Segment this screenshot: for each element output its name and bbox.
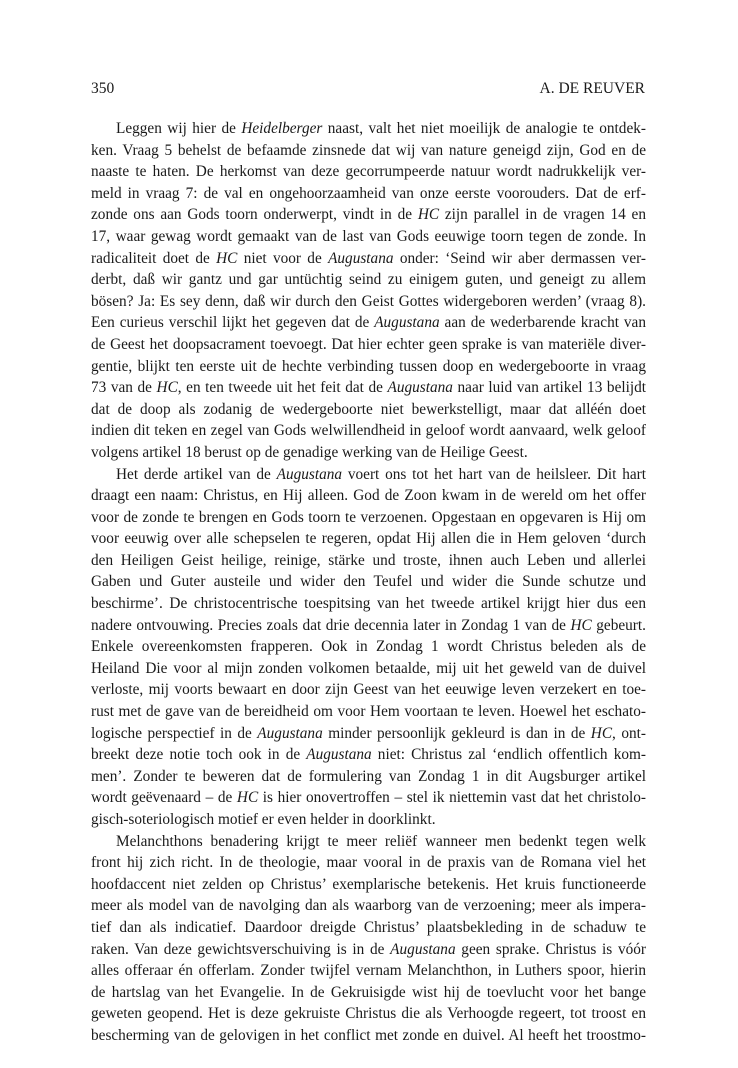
text-line: 17, waar gewag wordt gemaakt van de last van Gods eeuwige toorn tegen de zonde. In (91, 227, 646, 245)
text-line: front hij zich richt. In de theologie, maar vooral in de praxis van de Romana viel het (91, 854, 646, 872)
text-line: wordt geëvenaard – de HC is hier onovertroffen – stel ik niettemin vast dat het christolo- (91, 789, 646, 807)
text-line: breekt deze notie toch ook in de Augustana niet: Christus zal ‘endlich offentlich kom- (91, 746, 646, 764)
text-line: ken. Vraag 5 behelst de befaamde zinsnede dat wij van nature geneigd zijn, God en de (91, 141, 646, 159)
text-line: Enkele overeenkomsten frapperen. Ook in Zondag 1 wordt Christus beleden als de (91, 638, 646, 656)
text-line: de Geest het doopsacrament toevoegt. Dat hier echter geen sprake is van materiële diver- (91, 335, 646, 353)
text-line: 73 van de HC, en ten tweede uit het feit dat de Augustana naar luid van artikel 13 belijdt (91, 379, 647, 397)
text-line: verloste, mij voorts bewaart en door zijn Geest van het eeuwige leven verzekert en toe- (91, 681, 646, 699)
text-line: de hartslag van het Evangelie. In de Gekruisigde wist hij de toevlucht voor het bange (91, 983, 646, 1001)
paragraph-2 (91, 464, 646, 831)
text-line: bescherming van de gelovigen in het conflict met zonde en duivel. Al heeft het troostmo- (91, 1026, 646, 1044)
text-line: Melanchthons benadering krijgt te meer reliëf wanneer men bedenkt tegen welk (116, 832, 646, 850)
page-number: 350 (91, 80, 115, 97)
text-line: zonde ons aan Gods toorn onderwerpt, vindt in de HC zijn parallel in de vragen 14 en (91, 206, 646, 224)
text-line: raken. Van deze gewichtsverschuiving is in de Augustana geen sprake. Christus is vóór (91, 940, 646, 958)
running-header (91, 80, 645, 98)
text-line: Leggen wij hier de Heidelberger naast, valt het niet moeilijk de analogie te ontdek- (116, 120, 646, 137)
text-line: meld in vraag 7: de val en ongehoorzaamheid van onze eerste voorouders. Dat de erf- (91, 184, 646, 202)
text-line: gentie, blijkt ten eerste uit de hechte verbinding tussen doop en wedergeboorte in vraag (91, 357, 646, 375)
text-line: Heiland Die voor al mijn zonden volkomen betaalde, mij uit het geweld van de duivel (91, 659, 646, 677)
text-line: alles offeraar én offerlam. Zonder twijfel vernam Melanchthon, in Luthers spoor, hierin (91, 962, 646, 980)
text-line: draagt een naam: Christus, en Hij alleen. God de Zoon kwam in de wereld om het offer (91, 487, 646, 505)
body-text (91, 118, 646, 1047)
text-line: indien dit teken en zegel van Gods welwillendheid in geloof wordt aanvaard, welk geloof (91, 422, 646, 440)
paragraph-3 (91, 831, 646, 1047)
text-line: men’. Zonder te beweren dat de formulering van Zondag 1 in dit Augsburger artikel (91, 767, 646, 785)
text-line: rust met de gave van de bereidheid om voor Hem voortaan te leven. Hoewel het eschato- (91, 703, 646, 721)
text-line: gisch-soteriologisch motief er even helder in doorklinkt. (91, 811, 436, 828)
text-line: bösen? Ja: Es sey denn, daß wir durch den Geist Gottes widergeboren werden’ (vraag 8). (91, 292, 646, 310)
text-line: beschirme’. De christocentrische toespitsing van het tweede artikel krijgt hier dus een (91, 595, 646, 613)
running-head-author: A. DE REUVER (539, 80, 645, 97)
text-line: geweten geopend. Het is deze gekruiste Christus die als Verhoogde regeert, tot troost en (91, 1005, 646, 1023)
text-line: Het derde artikel van de Augustana voert ons tot het hart van de heilsleer. Dit hart (116, 465, 646, 483)
text-line: naaste te haten. De herkomst van deze gecorrumpeerde natuur wordt nadrukkelijk ver- (91, 163, 646, 181)
text-line: hoofdaccent niet zelden op Christus’ exemplarische betekenis. Het kruis functioneerde (91, 875, 646, 893)
text-line: volgens artikel 18 berust op de genadige werking van de Heilige Geest. (91, 443, 528, 461)
text-line: Een curieus verschil lijkt het gegeven dat de Augustana aan de wederbarende kracht van (91, 314, 646, 332)
text-line: Gaben und Guter austeile und wider den Teufel und wider die Sunde schutze und (91, 573, 646, 591)
text-line: meer als model van de navolging dan als waarborg van de verzoening; meer als impera- (91, 897, 646, 915)
text-line: dat de doop als zodanig de wedergeboorte niet bewerkstelligt, maar dat alléén doet (91, 400, 646, 418)
text-line: radicaliteit doet de HC niet voor de Augustana onder: ‘Seind wir aber dermassen ver- (91, 249, 646, 267)
text-line: tief dan als indicatief. Daardoor dreigde Christus’ plaatsbekleding in de schaduw te (91, 918, 646, 936)
text-line: voor eeuwig over alle schepselen te regeren, opdat Hij allen die in Hem geloven ‘durch (91, 530, 646, 548)
text-line: voor de zonde te brengen en Gods toorn te verzoenen. Opgestaan en opgevaren is Hij om (91, 508, 646, 526)
paragraph-1 (91, 118, 646, 464)
text-line: derbt, daß wir gantz und gar untüchtig seind zu einigem guten, und geneigt zu allem (91, 271, 646, 289)
text-line: den Heiligen Geist heilige, reinige, stärke und troste, ihnen auch Leben und allerlei (91, 551, 646, 569)
text-line: nadere ontvouwing. Precies zoals dat drie decennia later in Zondag 1 van de HC gebeurt. (91, 616, 646, 634)
text-line: logische perspectief in de Augustana minder persoonlijk gekleurd is dan in de HC, ont- (91, 724, 646, 742)
